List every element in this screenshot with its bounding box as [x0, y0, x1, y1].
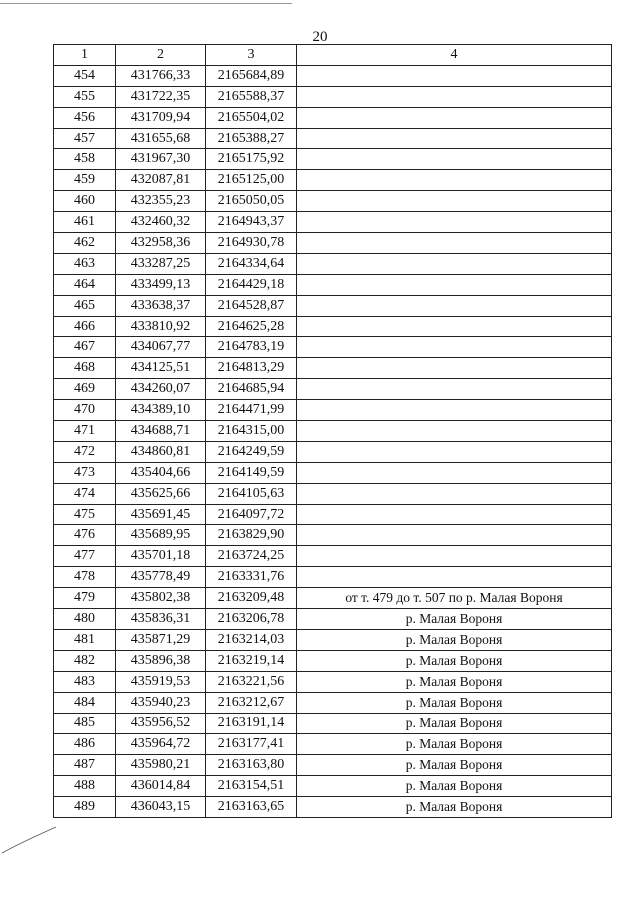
table-row [54, 734, 612, 755]
table-row [54, 504, 612, 525]
cell-description [297, 462, 612, 483]
table-row [54, 755, 612, 776]
cell-point-number: 458 [54, 149, 116, 170]
cell-coordinate-x: 433287,25 [116, 253, 206, 274]
cell-coordinate-x: 435919,53 [116, 671, 206, 692]
cell-coordinate-x: 435802,38 [116, 588, 206, 609]
cell-coordinate-x: 435836,31 [116, 609, 206, 630]
table-row [54, 316, 612, 337]
cell-coordinate-y: 2163724,25 [206, 546, 297, 567]
page-number: 20 [312, 29, 328, 45]
cell-description: р. Малая Вороня [297, 755, 612, 776]
cell-coordinate-y: 2163331,76 [206, 567, 297, 588]
cell-description: р. Малая Вороня [297, 776, 612, 797]
cell-description: р. Малая Вороня [297, 671, 612, 692]
cell-coordinate-x: 433499,13 [116, 274, 206, 295]
cell-point-number: 454 [54, 65, 116, 86]
cell-coordinate-x: 435964,72 [116, 734, 206, 755]
header-coordinate-x: 2 [116, 45, 206, 66]
cell-coordinate-x: 434688,71 [116, 421, 206, 442]
cell-description [297, 504, 612, 525]
cell-description [297, 295, 612, 316]
cell-coordinate-y: 2165504,02 [206, 107, 297, 128]
cell-coordinate-x: 433638,37 [116, 295, 206, 316]
cell-coordinate-y: 2163191,14 [206, 713, 297, 734]
table-row [54, 546, 612, 567]
cell-coordinate-x: 435404,66 [116, 462, 206, 483]
cell-coordinate-x: 435778,49 [116, 567, 206, 588]
cell-point-number: 461 [54, 212, 116, 233]
cell-coordinate-x: 433810,92 [116, 316, 206, 337]
cell-point-number: 466 [54, 316, 116, 337]
cell-coordinate-y: 2163206,78 [206, 609, 297, 630]
table-row [54, 421, 612, 442]
cell-coordinate-x: 431709,94 [116, 107, 206, 128]
cell-description [297, 316, 612, 337]
cell-point-number: 471 [54, 421, 116, 442]
cell-point-number: 477 [54, 546, 116, 567]
cell-coordinate-x: 434067,77 [116, 337, 206, 358]
table-row [54, 462, 612, 483]
table-row [54, 650, 612, 671]
cell-point-number: 472 [54, 441, 116, 462]
cell-coordinate-x: 431655,68 [116, 128, 206, 149]
table-row [54, 400, 612, 421]
table-row [54, 713, 612, 734]
top-edge-rule [0, 3, 292, 4]
cell-description: р. Малая Вороня [297, 609, 612, 630]
cell-coordinate-y: 2163219,14 [206, 650, 297, 671]
cell-point-number: 465 [54, 295, 116, 316]
cell-coordinate-y: 2164685,94 [206, 379, 297, 400]
cell-coordinate-x: 431967,30 [116, 149, 206, 170]
cell-coordinate-x: 432958,36 [116, 233, 206, 254]
cell-description [297, 421, 612, 442]
cell-coordinate-x: 436014,84 [116, 776, 206, 797]
cell-description [297, 128, 612, 149]
cell-coordinate-x: 432087,81 [116, 170, 206, 191]
margin-pen-stroke-mark [0, 805, 60, 865]
cell-coordinate-x: 434389,10 [116, 400, 206, 421]
table-row [54, 797, 612, 818]
cell-point-number: 485 [54, 713, 116, 734]
cell-point-number: 474 [54, 483, 116, 504]
cell-point-number: 487 [54, 755, 116, 776]
cell-coordinate-y: 2163214,03 [206, 629, 297, 650]
table-row [54, 609, 612, 630]
cell-description [297, 65, 612, 86]
cell-coordinate-x: 436043,15 [116, 797, 206, 818]
cell-point-number: 463 [54, 253, 116, 274]
cell-description: р. Малая Вороня [297, 713, 612, 734]
header-description: 4 [297, 45, 612, 66]
cell-coordinate-y: 2164334,64 [206, 253, 297, 274]
header-point-number: 1 [54, 45, 116, 66]
cell-point-number: 457 [54, 128, 116, 149]
cell-coordinate-y: 2163221,56 [206, 671, 297, 692]
cell-coordinate-y: 2164429,18 [206, 274, 297, 295]
cell-coordinate-y: 2163154,51 [206, 776, 297, 797]
cell-description [297, 191, 612, 212]
cell-description [297, 337, 612, 358]
table-row [54, 379, 612, 400]
cell-point-number: 488 [54, 776, 116, 797]
cell-point-number: 460 [54, 191, 116, 212]
cell-point-number: 470 [54, 400, 116, 421]
cell-description [297, 546, 612, 567]
table-row [54, 567, 612, 588]
cell-point-number: 464 [54, 274, 116, 295]
table-row [54, 441, 612, 462]
table-row [54, 128, 612, 149]
table-row [54, 671, 612, 692]
cell-point-number: 459 [54, 170, 116, 191]
cell-description [297, 567, 612, 588]
cell-coordinate-y: 2164625,28 [206, 316, 297, 337]
table-row [54, 191, 612, 212]
cell-coordinate-y: 2163212,67 [206, 692, 297, 713]
cell-description: р. Малая Вороня [297, 629, 612, 650]
table-row [54, 588, 612, 609]
cell-description [297, 149, 612, 170]
cell-coordinate-x: 432355,23 [116, 191, 206, 212]
cell-coordinate-x: 432460,32 [116, 212, 206, 233]
cell-description: р. Малая Вороня [297, 797, 612, 818]
cell-point-number: 476 [54, 525, 116, 546]
cell-coordinate-x: 435625,66 [116, 483, 206, 504]
cell-coordinate-x: 435956,52 [116, 713, 206, 734]
cell-coordinate-y: 2164528,87 [206, 295, 297, 316]
header-coordinate-y: 3 [206, 45, 297, 66]
cell-coordinate-y: 2164930,78 [206, 233, 297, 254]
cell-description [297, 233, 612, 254]
cell-point-number: 484 [54, 692, 116, 713]
cell-coordinate-y: 2163209,48 [206, 588, 297, 609]
cell-description [297, 441, 612, 462]
cell-coordinate-y: 2164813,29 [206, 358, 297, 379]
cell-coordinate-y: 2163163,65 [206, 797, 297, 818]
table-row [54, 295, 612, 316]
cell-point-number: 478 [54, 567, 116, 588]
table-row [54, 776, 612, 797]
table-row [54, 107, 612, 128]
cell-description [297, 212, 612, 233]
cell-coordinate-x: 434125,51 [116, 358, 206, 379]
cell-point-number: 468 [54, 358, 116, 379]
cell-point-number: 469 [54, 379, 116, 400]
table-header-row [54, 45, 612, 66]
table-row [54, 483, 612, 504]
table-row [54, 358, 612, 379]
cell-coordinate-y: 2163177,41 [206, 734, 297, 755]
cell-coordinate-x: 435689,95 [116, 525, 206, 546]
coordinates-table [53, 44, 612, 818]
cell-description [297, 86, 612, 107]
cell-coordinate-x: 435691,45 [116, 504, 206, 525]
cell-point-number: 455 [54, 86, 116, 107]
cell-coordinate-y: 2164249,59 [206, 441, 297, 462]
cell-description [297, 358, 612, 379]
table-row [54, 253, 612, 274]
cell-description: от т. 479 до т. 507 по р. Малая Вороня [297, 588, 612, 609]
cell-coordinate-y: 2163829,90 [206, 525, 297, 546]
cell-coordinate-y: 2164105,63 [206, 483, 297, 504]
table-row [54, 629, 612, 650]
cell-coordinate-y: 2164097,72 [206, 504, 297, 525]
cell-coordinate-y: 2165588,37 [206, 86, 297, 107]
cell-point-number: 486 [54, 734, 116, 755]
cell-point-number: 467 [54, 337, 116, 358]
cell-coordinate-y: 2164315,00 [206, 421, 297, 442]
cell-coordinate-y: 2165175,92 [206, 149, 297, 170]
cell-description [297, 253, 612, 274]
cell-description: р. Малая Вороня [297, 650, 612, 671]
table-row [54, 170, 612, 191]
cell-coordinate-y: 2165050,05 [206, 191, 297, 212]
table-row [54, 274, 612, 295]
cell-coordinate-y: 2164471,99 [206, 400, 297, 421]
cell-coordinate-y: 2165684,89 [206, 65, 297, 86]
cell-coordinate-x: 431722,35 [116, 86, 206, 107]
cell-coordinate-x: 435896,38 [116, 650, 206, 671]
cell-coordinate-x: 435701,18 [116, 546, 206, 567]
cell-description: р. Малая Вороня [297, 692, 612, 713]
table-row [54, 86, 612, 107]
cell-point-number: 473 [54, 462, 116, 483]
cell-coordinate-y: 2164943,37 [206, 212, 297, 233]
cell-description [297, 274, 612, 295]
cell-point-number: 482 [54, 650, 116, 671]
cell-coordinate-x: 435940,23 [116, 692, 206, 713]
cell-coordinate-y: 2165125,00 [206, 170, 297, 191]
cell-point-number: 481 [54, 629, 116, 650]
cell-point-number: 456 [54, 107, 116, 128]
cell-description: р. Малая Вороня [297, 734, 612, 755]
cell-point-number: 475 [54, 504, 116, 525]
table-body [54, 65, 612, 817]
cell-coordinate-y: 2163163,80 [206, 755, 297, 776]
cell-point-number: 462 [54, 233, 116, 254]
cell-coordinate-x: 435980,21 [116, 755, 206, 776]
cell-description [297, 525, 612, 546]
cell-coordinate-x: 434260,07 [116, 379, 206, 400]
cell-point-number: 480 [54, 609, 116, 630]
cell-coordinate-y: 2164149,59 [206, 462, 297, 483]
table-row [54, 212, 612, 233]
cell-coordinate-y: 2164783,19 [206, 337, 297, 358]
table-row [54, 525, 612, 546]
table-row [54, 692, 612, 713]
table-row [54, 233, 612, 254]
cell-description [297, 400, 612, 421]
table-row [54, 337, 612, 358]
cell-point-number: 483 [54, 671, 116, 692]
cell-description [297, 107, 612, 128]
table-row [54, 65, 612, 86]
cell-coordinate-x: 431766,33 [116, 65, 206, 86]
cell-description [297, 483, 612, 504]
cell-description [297, 379, 612, 400]
table-row [54, 149, 612, 170]
cell-coordinate-y: 2165388,27 [206, 128, 297, 149]
cell-point-number: 479 [54, 588, 116, 609]
cell-coordinate-x: 434860,81 [116, 441, 206, 462]
cell-point-number: 489 [54, 797, 116, 818]
cell-description [297, 170, 612, 191]
cell-coordinate-x: 435871,29 [116, 629, 206, 650]
